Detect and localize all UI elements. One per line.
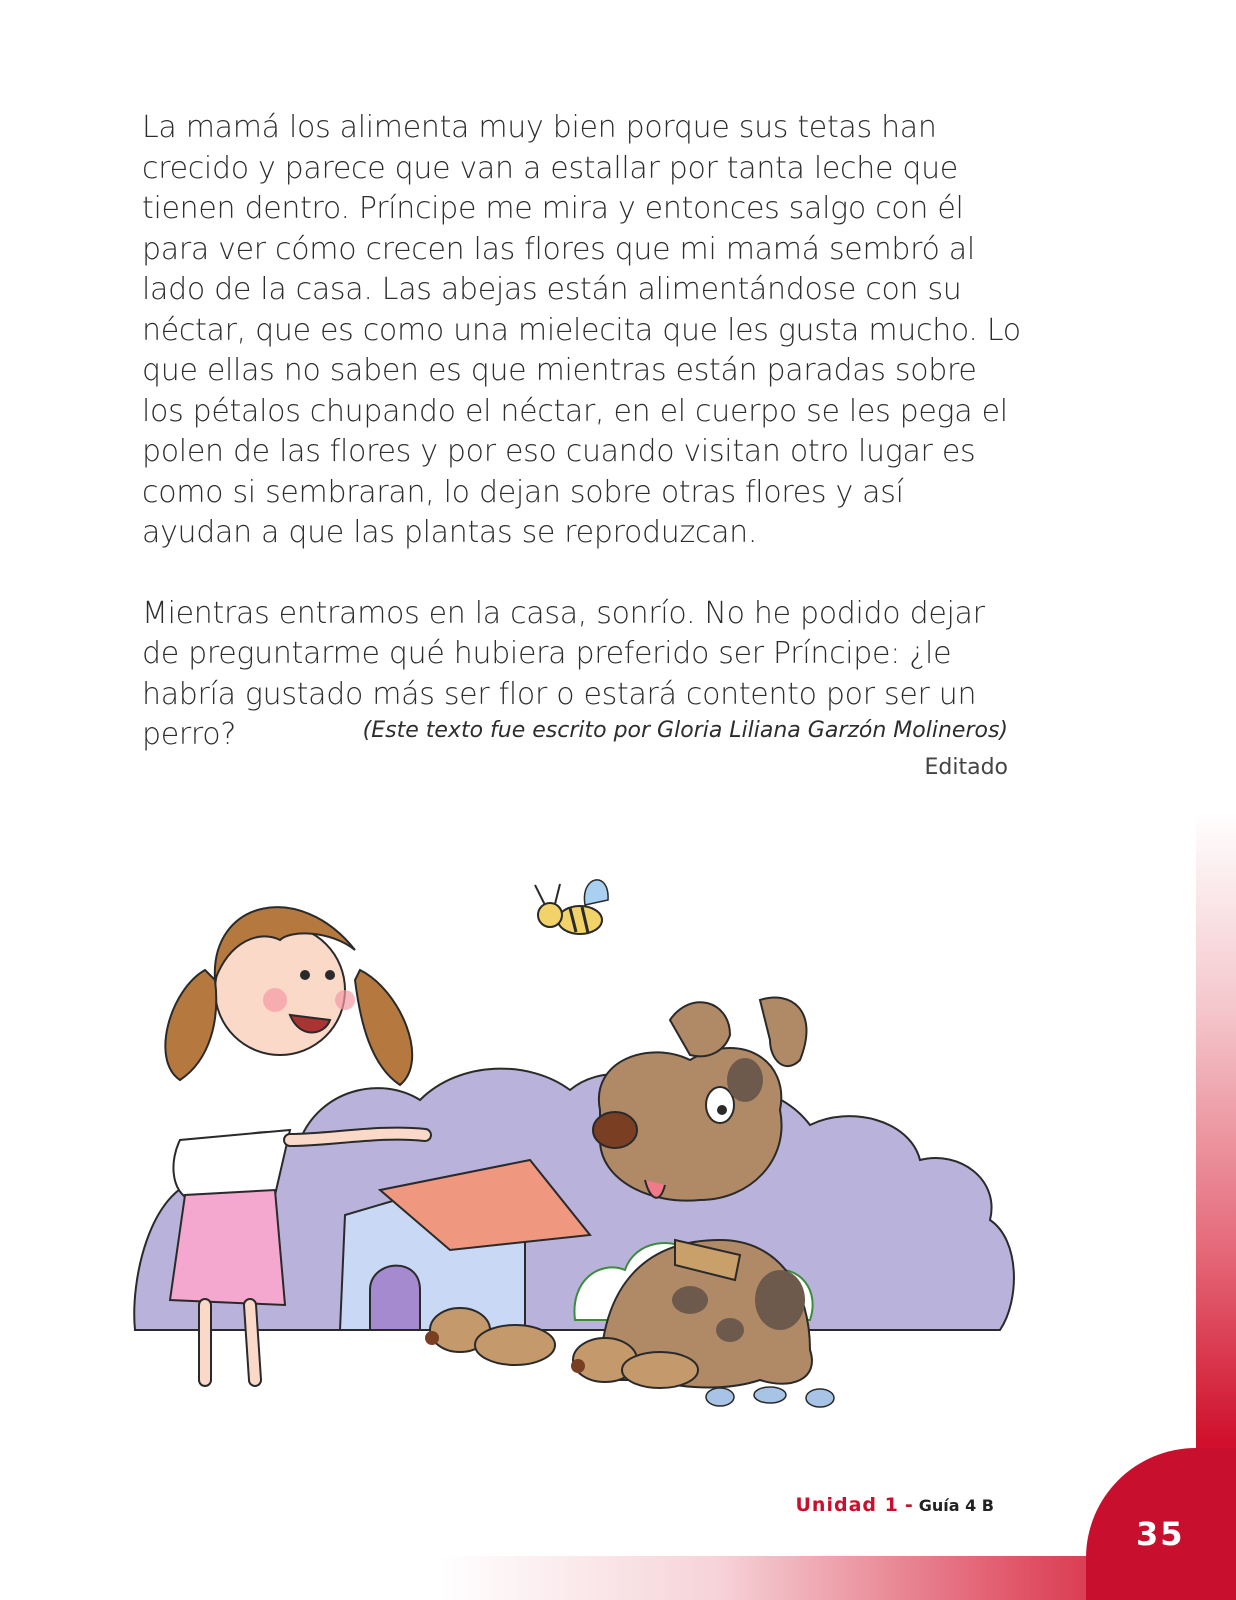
bee-icon: [535, 880, 608, 934]
guide-label: Guía 4 B: [918, 1496, 994, 1515]
unit-label: Unidad 1: [795, 1494, 899, 1516]
footer-separator: -: [904, 1494, 913, 1516]
edited-note: Editado: [924, 755, 1008, 780]
story-paragraph-1: La mamá los alimenta muy bien porque sus tetas han crecido y parece que van a estallar por tanta leche que tienen dentro. Príncipe me mira y entonces salgo con él para ver cómo crecen las flores que mi mamá sembró al lado de la casa. Las abejas están alimentándose con su néctar, que es como una mielecita que les gusta mucho. Lo que ellas no saben es que mientras están paradas sobre los pétalos chupando el néctar, en el cuerpo se les pega el polen de las flores y por eso cuando visitan otro lugar es como si sembraran, lo dejan sobre otras flores y así ayudan a que las plantas se reproduzcan.: [142, 110, 1021, 550]
author-line: (Este texto fue escrito por Gloria Liliana Garzón Molineros): [362, 718, 1008, 743]
footer-unit-guide: [796, 1494, 995, 1516]
story-paragraph-2: Mientras entramos en la casa, sonrío. No he podido dejar de preguntarme qué hubiera preferido ser Príncipe: ¿le habría gustado más ser flor o estará contento por ser un perro?: [142, 595, 985, 752]
story-text: [142, 108, 1022, 756]
ground-tufts: [706, 1387, 834, 1407]
author-credit: [363, 718, 1008, 780]
page-number: 35: [1136, 1515, 1185, 1553]
story-illustration: [130, 860, 1050, 1420]
